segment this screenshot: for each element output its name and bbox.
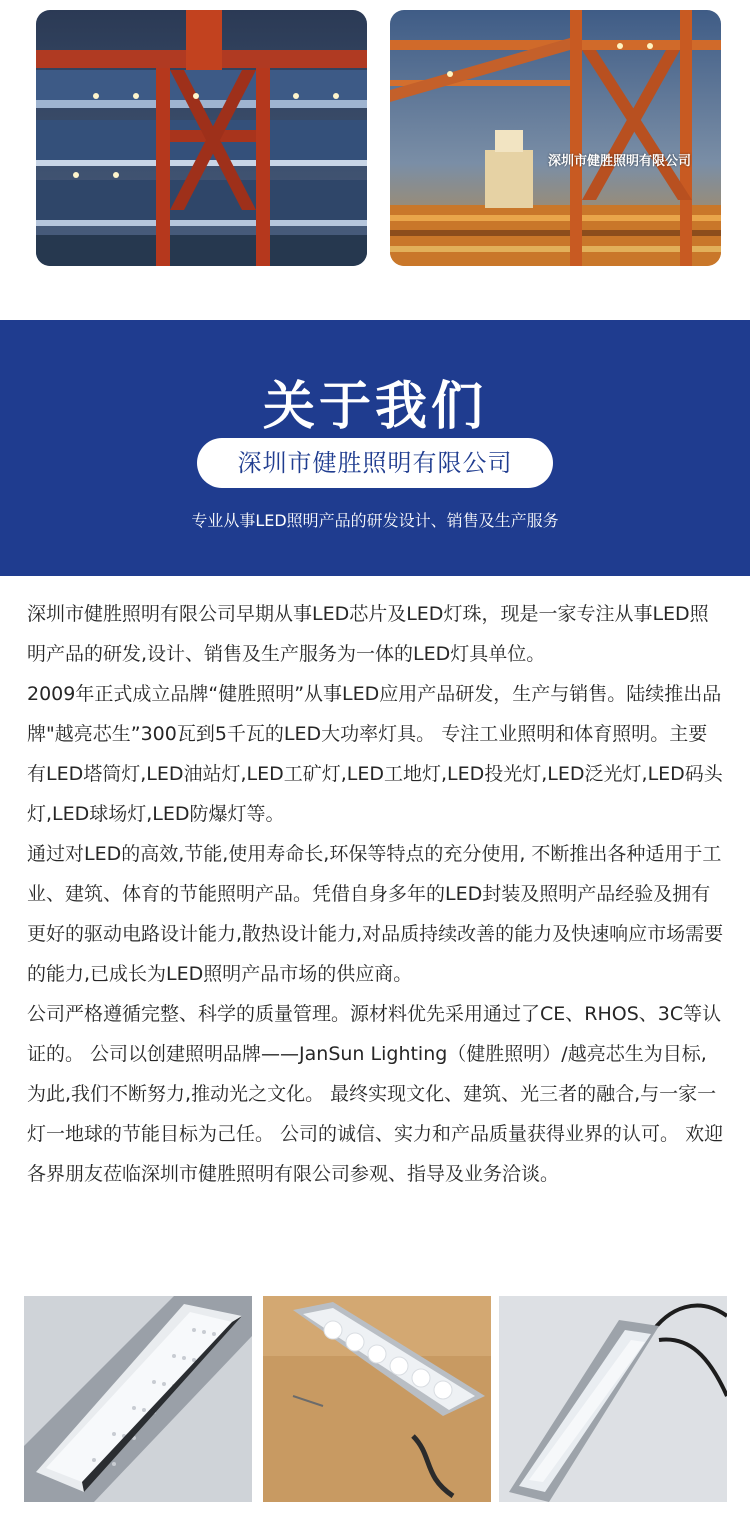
container-crane-image xyxy=(390,10,721,266)
led-frosted-light-image xyxy=(499,1296,727,1502)
top-photo-row xyxy=(0,0,750,320)
about-paragraph: 深圳市健胜照明有限公司早期从事LED芯片及LED灯珠，现是一家专注从事LED照明产品的研发,设计、销售及生产服务为一体的LED灯具单位。 xyxy=(27,603,709,665)
led-frosted-light-photo xyxy=(499,1296,727,1502)
product-photo-row xyxy=(0,1296,750,1506)
led-wall-washer-image xyxy=(263,1296,491,1502)
photo-watermark: 深圳市健胜照明有限公司 xyxy=(548,154,692,169)
led-panel-light-photo xyxy=(24,1296,252,1502)
about-banner xyxy=(0,320,750,576)
container-crane-photo xyxy=(390,10,721,266)
about-paragraph: 2009年正式成立品牌“健胜照明”从事LED应用产品研发，生产与销售。陆续推出品牌"越亮芯生”300瓦到5千瓦的LED大功率灯具。 专注工业照明和体育照明。主要有LED塔筒灯,LED油站灯,LED工矿灯,LED工地灯,LED投光灯,LED泛光灯,LED码头灯,LED球场灯,LED防爆灯等。 xyxy=(27,683,723,825)
banner-subtitle: 专业从事LED照明产品的研发设计、销售及生产服务 xyxy=(191,511,559,530)
about-paragraph: 通过对LED的高效,节能,使用寿命长,环保等特点的充分使用, 不断推出各种适用于工业、建筑、体育的节能照明产品。凭借自身多年的LED封装及照明产品经验及拥有更好的驱动电路设计能力,散热设计能力,对品质持续改善的能力及快速响应市场需要的能力,已成长为LED照明产品市场的供应商。 xyxy=(27,843,724,985)
harbor-crane-image xyxy=(36,10,367,266)
harbor-crane-photo xyxy=(36,10,367,266)
led-panel-light-image xyxy=(24,1296,252,1502)
about-text xyxy=(27,594,725,1194)
about-paragraph: 公司严格遵循完整、科学的质量管理。源材料优先采用通过了CE、RHOS、3C等认证的。 公司以创建照明品牌——JanSun Lighting（健胜照明）/越亮芯生为目标,为此,我们不断努力,推动光之文化。 最终实现文化、建筑、光三者的融合,与一家一灯一地球的节能目标为己任。 公司的诚信、实力和产品质量获得业界的认可。 欢迎各界朋友莅临深圳市健胜照明有限公司参观、指导及业务洽谈。 xyxy=(27,1003,724,1185)
company-name-pill: 深圳市健胜照明有限公司 xyxy=(197,438,553,488)
led-wall-washer-photo xyxy=(263,1296,491,1502)
banner-title: 关于我们 xyxy=(262,377,487,437)
